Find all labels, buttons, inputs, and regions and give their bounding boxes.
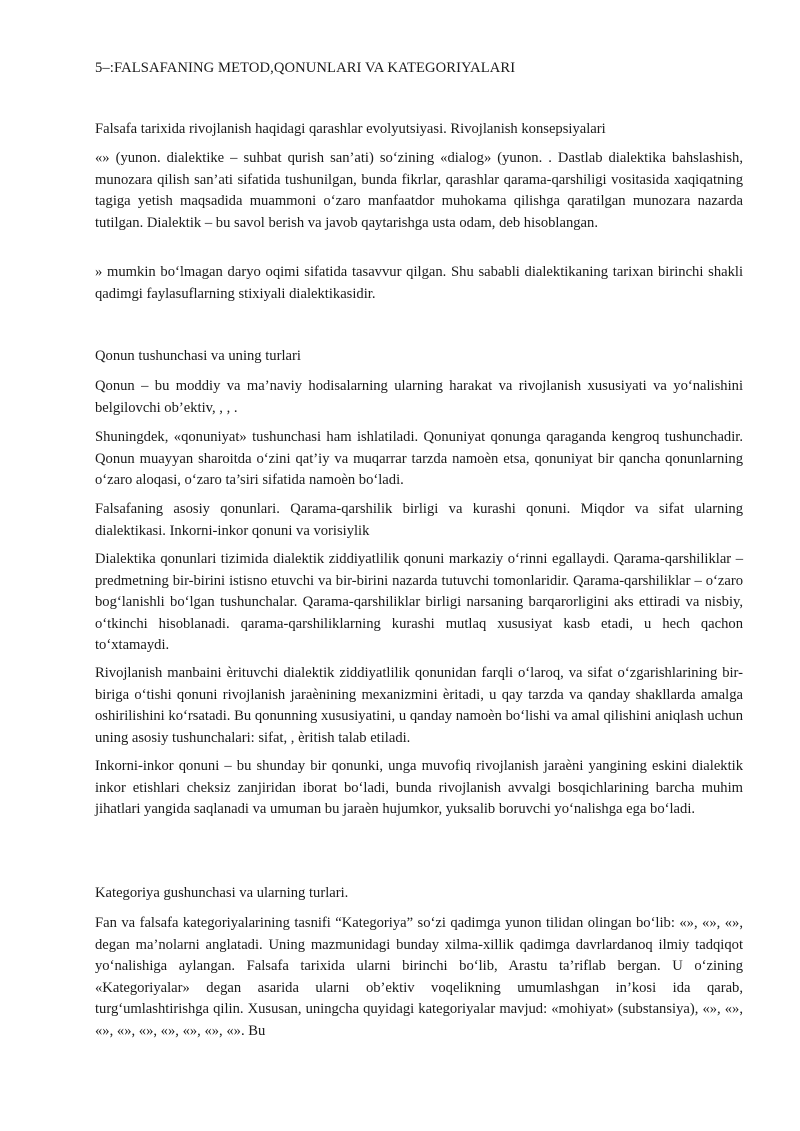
paragraph-contradiction-law: Dialektika qonunlari tizimida dialektik ziddiyatlilik qonuni markaziy o‘rinni egallaydi. Qarama-qarshiliklar – predmetning bir-birini istisno etuvchi va bir-birini nazarda tutuvchi tomonlaridir. Qarama-qarshiliklar – o‘zaro bog‘lanishli bo‘lgan tushunchalar. Qarama-qarshiliklar birligi narsaning barqarorligini aks ettiradi va nisbiy, o‘tkinchi hisoblanadi. qarama-qarshiliklarning kurashi mutlaq xususiyat kasb etadi, u hech qachon to‘xtamaydi. — [95, 551, 743, 654]
document-title: 5–:FALSAFANING METOD,QONUNLARI VA KATEGORIYALARI — [95, 60, 516, 76]
paragraph-main-laws: Falsafaning asosiy qonunlari. Qarama-qarshilik birligi va kurashi qonuni. Miqdor va sifat ularning dialektikasi. Inkorni-inkor qonuni va vorisiylik — [95, 501, 743, 539]
paragraph-dialectics-origin: «» (yunon. dialektike – suhbat qurish san’ati) so‘zining «dialog» (yunon. . Dastlab dialektika bahslashish, munozara qilish san’ati sifatida tushunilgan, bunda fikrlar, qarashlar qarama-qarshiligi vositasida xaqiqatning tagiga yetish maqsadida muammoni o‘zaro manfaatdor muhokama qilishga qaratilgan munozara nazarda tutilgan. Dialektik – bu savol berish va javob qaytarishga usta odam, deb hisoblangan. — [95, 150, 743, 231]
paragraph-regularity: Shuningdek, «qonuniyat» tushunchasi ham ishlatiladi. Qonuniyat qonunga qaraganda kengroq tushunchadir. Qonun muayyan sharoitda o‘zini qat’iy va muqarrar tarzda namoèn etsa, qonuniyat bir qancha qonunlarning o‘zaro aloqasi, o‘zaro ta’siri sifatida namoèn bo‘ladi. — [95, 429, 743, 489]
paragraph-category-classification: Fan va falsafa kategoriyalarining tasnifi “Kategoriya” so‘zi qadimga yunon tilidan olingan bo‘lib: «», «», «», degan ma’nolarni anglatadi. Uning mazmunidagi bunday xilma-xillik qadimga davrlardanoq ilmiy tadqiqot yo‘nalishiga aylangan. Falsafa tarixida ularni birinchi bo‘lib, Arastu ta’riflab bergan. U o‘zining «Kategoriyalar» degan asarida ularni ob’ektiv voqelikning umumlashgan in’kosi ida qarab, turg‘umlashtirishga qilin. Xususan, uningcha quyidagi kategoriyalar mavjud: «mohiyat» (substansiya), «», «», «», «», «», «», «», «», «». Bu — [95, 915, 743, 1039]
section-heading-development: Falsafa tarixida rivojlanish haqidagi qarashlar evolyutsiyasi. Rivojlanish konsepsiyalari — [95, 121, 606, 137]
paragraph-negation-law: Inkorni-inkor qonuni – bu shunday bir qonunki, unga muvofiq rivojlanish jaraèni yangining eskini dialektik inkor etishlari cheksiz zanjiridan iborat bo‘ladi, bunda rivojlanish avvalgi bosqichlarining barcha muhim jihatlari yangida saqlanadi va umuman bu jaraèn hujumkor, yuksalib boruvchi yo‘nalishga ega bo‘ladi. — [95, 758, 743, 818]
paragraph-quality-quantity: Rivojlanish manbaini èrituvchi dialektik ziddiyatlilik qonunidan farqli o‘laroq, va sifat o‘zgarishlarining bir-biriga o‘tishi qonuni rivojlanish jaraènining mexanizmini èritadi, u qay tarzda va qanday shakllarda amalga oshirilishini ko‘rsatadi. Bu qonunning xususiyatini, u qanday namoèn bo‘lishi va amal qilishini aniqlash uchun uning asosiy tushunchalari: sifat, , èritish talab etiladi. — [95, 665, 743, 746]
paragraph-river-flow: » mumkin bo‘lmagan daryo oqimi sifatida tasavvur qilgan. Shu sababli dialektikaning tarixan birinchi shakli qadimgi faylasuflarning stixiyali dialektikasidir. — [95, 264, 743, 302]
paragraph-law-definition: Qonun – bu moddiy va ma’naviy hodisalarning ularning harakat va rivojlanish xususiyati va yo‘nalishini belgilovchi ob’ektiv, , , . — [95, 378, 743, 416]
section-heading-law: Qonun tushunchasi va uning turlari — [95, 348, 301, 364]
section-heading-category: Kategoriya gushunchasi va ularning turlari. — [95, 885, 349, 901]
